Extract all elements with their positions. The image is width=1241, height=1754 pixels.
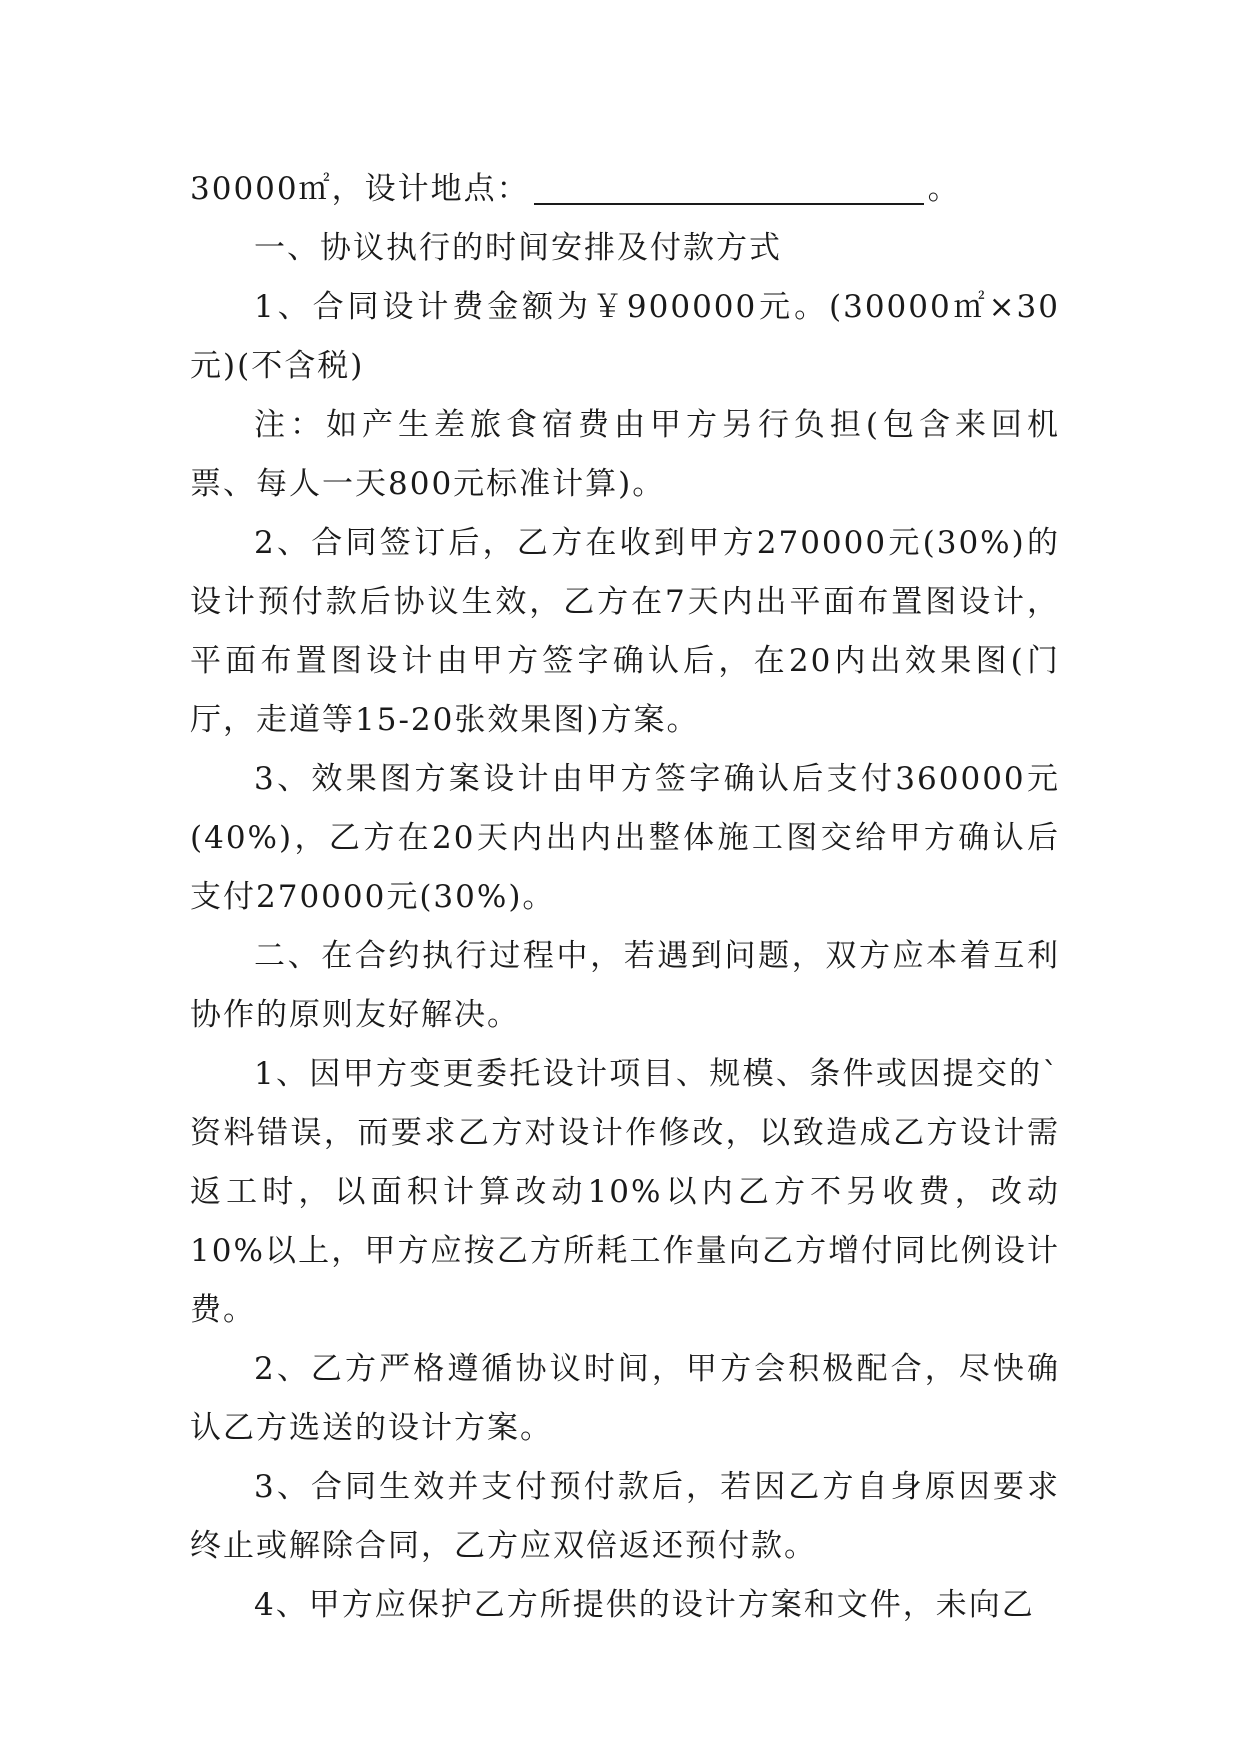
location-label: 30000㎡，设计地点： xyxy=(190,171,530,207)
clause-2-3: 3、合同生效并支付预付款后，若因乙方自身原因要求终止或解除合同，乙方应双倍返还预付款。 xyxy=(190,1469,1060,1564)
section-1-heading: 一、协议执行的时间安排及付款方式 xyxy=(254,230,782,266)
location-line xyxy=(190,160,1060,219)
location-blank xyxy=(534,169,924,205)
clause-1-2: 2、合同签订后，乙方在收到甲方270000元(30%)的设计预付款后协议生效，乙方在7天内出平面布置图设计，平面布置图设计由甲方签字确认后，在20内出效果图(门厅，走道等15-20张效果图)方案。 xyxy=(190,525,1060,738)
section-2-heading: 二、在合约执行过程中，若遇到问题，双方应本着互利协作的原则友好解决。 xyxy=(190,938,1060,1033)
document-body xyxy=(190,160,1060,1635)
clause-2-2: 2、乙方严格遵循协议时间，甲方会积极配合，尽快确认乙方选送的设计方案。 xyxy=(190,1351,1060,1446)
location-end: 。 xyxy=(927,171,961,207)
clause-1-3: 3、效果图方案设计由甲方签字确认后支付360000元(40%)，乙方在20天内出内出整体施工图交给甲方确认后支付270000元(30%)。 xyxy=(190,761,1060,915)
clause-note: 注：如产生差旅食宿费由甲方另行负担(包含来回机票、每人一天800元标准计算)。 xyxy=(190,407,1060,502)
clause-1-1: 1、合同设计费金额为￥900000元。(30000㎡×30元)(不含税) xyxy=(190,289,1060,384)
clause-2-4: 4、甲方应保护乙方所提供的设计方案和文件，未向乙 xyxy=(254,1587,1035,1623)
clause-2-1: 1、因甲方变更委托设计项目、规模、条件或因提交的`资料错误，而要求乙方对设计作修改，以致造成乙方设计需返工时，以面积计算改动10%以内乙方不另收费，改动10%以上，甲方应按乙方所耗工作量向乙方增付同比例设计费。 xyxy=(190,1056,1060,1328)
